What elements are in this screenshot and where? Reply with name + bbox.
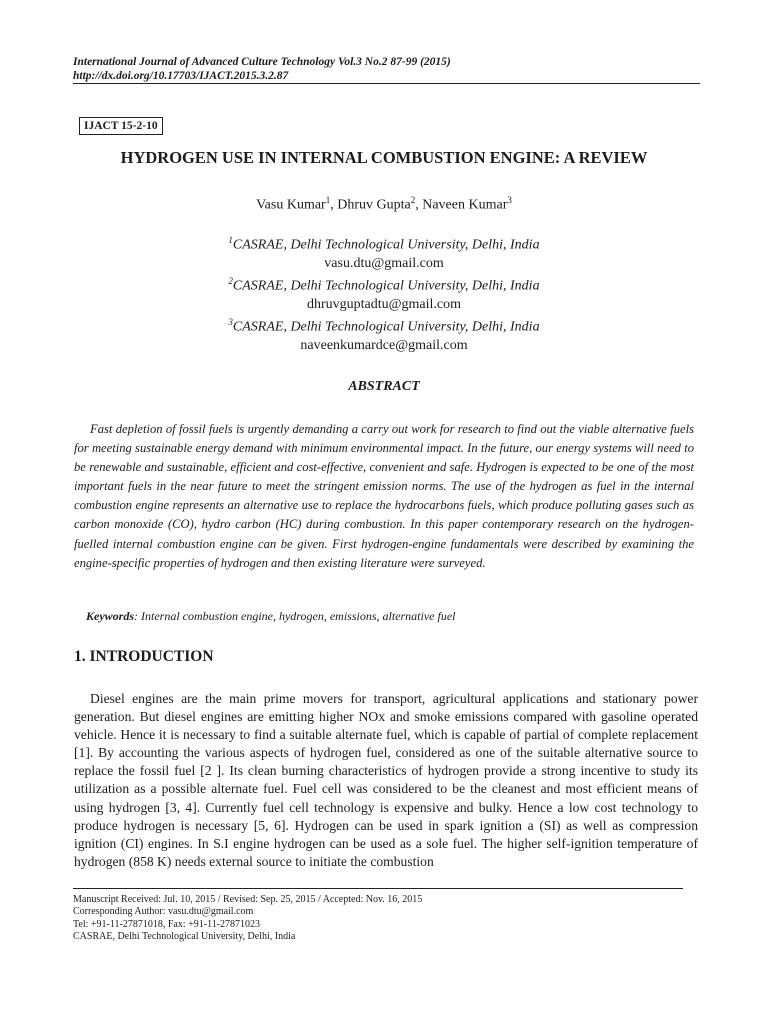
- affiliation-text: CASRAE, Delhi Technological University, Delhi, India: [232, 278, 540, 294]
- author-email-3[interactable]: naveenkumardce@gmail.com: [300, 338, 468, 353]
- keywords-line: [86, 609, 456, 624]
- abstract-heading: ABSTRACT: [348, 379, 420, 394]
- doi-link[interactable]: http://dx.doi.org/10.17703/IJACT.2015.3.2.87: [73, 70, 289, 82]
- author-mark: 1: [325, 195, 331, 205]
- affiliation-2: [0, 276, 768, 295]
- corresponding-author: Corresponding Author: vasu.dtu@gmail.com: [73, 906, 254, 918]
- institution-note: CASRAE, Delhi Technological University, Delhi, India: [73, 931, 296, 943]
- author-name: Naveen Kumar: [422, 197, 508, 213]
- header-divider: [73, 83, 700, 84]
- footnote-block: [73, 894, 422, 944]
- author-name: Dhruv Gupta: [337, 197, 411, 213]
- introduction-heading: 1. INTRODUCTION: [74, 648, 214, 665]
- author-list: Vasu Kumar$^1$, Dhruv Gupta$^2$, Naveen Kumar$^3$: [256, 195, 512, 213]
- author-mark: 2: [410, 195, 416, 205]
- author-name: Vasu Kumar: [256, 197, 326, 213]
- author-email-1[interactable]: vasu.dtu@gmail.com: [324, 256, 444, 271]
- journal-citation: International Journal of Advanced Culture Technology Vol.3 No.2 87-99 (2015): [73, 56, 451, 68]
- footnote-divider: [73, 888, 683, 889]
- affiliation-3: [0, 317, 768, 336]
- journal-header: [73, 55, 451, 83]
- keywords-text: : Internal combustion engine, hydrogen, emissions, alternative fuel: [134, 609, 456, 623]
- contact-numbers: Tel: +91-11-27871018, Fax: +91-11-27871023: [73, 918, 261, 930]
- author-mark: 3: [507, 195, 512, 205]
- paper-title: HYDROGEN USE IN INTERNAL COMBUSTION ENGINE: A REVIEW: [120, 148, 648, 167]
- affiliation-text: CASRAE, Delhi Technological University, Delhi, India: [232, 237, 540, 253]
- abstract-paragraph: Fast depletion of fossil fuels is urgently demanding a carry out work for research to find out the viable alternative fuels for meeting sustainable energy demand with minimum environmental impact. In the future, our energy systems will need to be renewable and sustainable, efficient and cost-effective, convenient and safe. Hydrogen is expected to be one of the most important fuels in the near future to meet the stringent emission norms. The use of the hydrogen as fuel in the internal combustion engine represents an alternative use to replace the hydrocarbons fuels, which produce polluting gases such as carbon monoxide (CO), hydro carbon (HC) during combustion. In this paper contemporary research on the hydrogen-fuelled internal combustion engine can be given. First hydrogen-engine fundamentals were described by examining the engine-specific properties of hydrogen and then existing literature were surveyed.: [74, 422, 694, 570]
- affiliation-mark: 3: [228, 317, 233, 327]
- affiliation-text: CASRAE, Delhi Technological University, Delhi, India: [232, 319, 540, 335]
- paper-code-badge: IJACT 15-2-10: [79, 117, 163, 135]
- affiliation-1: [0, 235, 768, 254]
- affiliation-mark: 1: [228, 235, 233, 245]
- author-email-2[interactable]: dhruvguptadtu@gmail.com: [306, 297, 462, 312]
- manuscript-dates: Manuscript Received: Jul. 10, 2015 / Revised: Sep. 25, 2015 / Accepted: Nov. 16, 2015: [73, 894, 423, 905]
- affiliation-mark: 2: [228, 276, 233, 286]
- keywords-label: Keywords: [86, 609, 134, 623]
- introduction-paragraph: Diesel engines are the main prime movers for transport, agricultural applications and stationary power generation. But diesel engines are emitting higher NOx and smoke emissions compared with gasoline operated vehicle. Hence it is necessary to find a suitable alternate fuel, which is capable of partial of complete replacement [1]. By accounting the various aspects of hydrogen fuel, considered as one of the suitable alternative source to replace the fossil fuel [2 ]. Its clean burning characteristics of hydrogen provide a strong incentive to study its utilization as a possible alternate fuel. Fuel cell was considered to be the cleanest and most efficient means of using hydrogen [3, 4]. Currently fuel cell technology is expensive and bulky. Hence a low cost technology to produce hydrogen is necessary [5, 6]. Hydrogen can be used in spark ignition a (SI) as well as compression ignition (CI) engines. In S.I engine hydrogen can be used as a sole fuel. The higher self-ignition temperature of hydrogen (858 K) needs external source to initiate the combustion: [74, 691, 698, 869]
